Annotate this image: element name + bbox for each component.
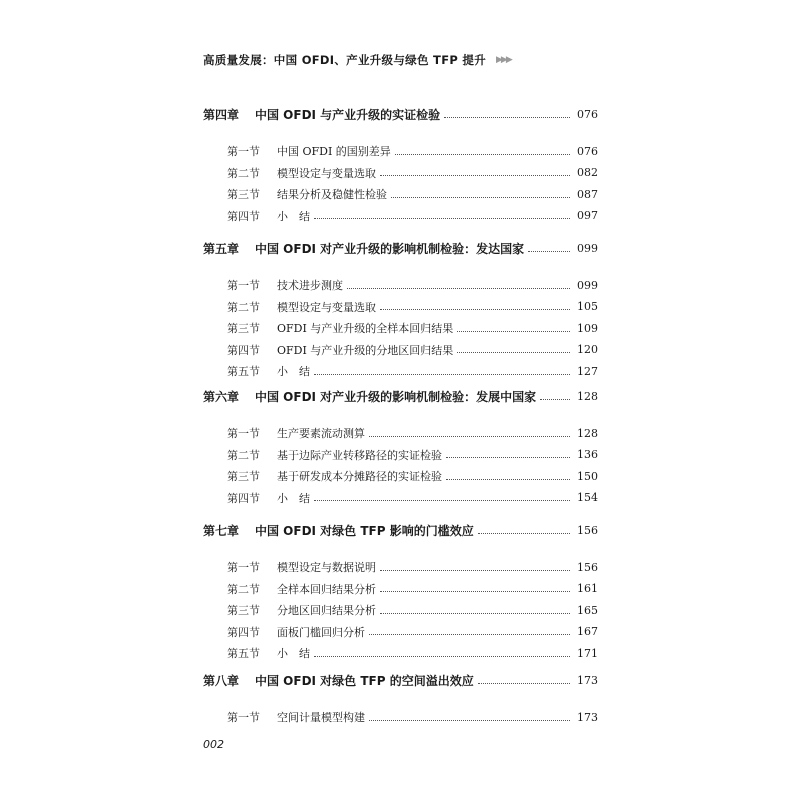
toc-entry-number: 第四节 xyxy=(227,343,260,357)
toc-entry-label xyxy=(203,388,536,405)
toc-entry-number: 第五节 xyxy=(227,647,260,660)
toc-entry-title: 小 结 xyxy=(277,491,310,505)
toc-chapter-row[interactable] xyxy=(203,104,598,124)
toc-entry-page: 171 xyxy=(577,646,598,660)
toc-leader-dots xyxy=(314,374,570,375)
toc-entry-page: 156 xyxy=(577,523,598,537)
toc-entry-number: 第五节 xyxy=(227,365,260,378)
toc-entry-page: 173 xyxy=(577,673,598,687)
toc-section-row[interactable] xyxy=(227,622,598,642)
toc-leader-dots xyxy=(347,288,570,289)
toc-entry-page: 127 xyxy=(577,364,598,378)
toc-entry-label xyxy=(227,468,442,484)
toc-leader-dots xyxy=(391,197,570,198)
toc-entry-number: 第二节 xyxy=(227,448,260,462)
toc-entry-page: 165 xyxy=(577,603,598,617)
toc-entry-title: 基于边际产业转移路径的实证检验 xyxy=(277,448,442,462)
toc-leader-dots xyxy=(446,479,570,480)
toc-entry-title: 模型设定与变量选取 xyxy=(277,300,376,314)
toc-entry-page: 099 xyxy=(577,241,598,255)
toc-leader-dots xyxy=(380,309,570,310)
running-header-title: 高质量发展：中国 OFDI、产业升级与绿色 TFP 提升 xyxy=(203,53,486,67)
toc-chapter-row[interactable] xyxy=(203,520,598,540)
toc-entry-number: 第三节 xyxy=(227,604,260,617)
page-number: 002 xyxy=(203,738,224,751)
toc-entry-label xyxy=(227,581,376,597)
toc-entry-title: 生产要素流动测算 xyxy=(277,427,365,440)
toc-entry-page: 082 xyxy=(577,166,598,179)
toc-entry-label xyxy=(227,559,376,575)
toc-entry-label xyxy=(227,602,376,618)
toc-leader-dots xyxy=(369,634,570,635)
toc-entry-number: 第一节 xyxy=(227,427,260,440)
toc-entry-number: 第四节 xyxy=(227,625,260,639)
toc-leader-dots xyxy=(380,570,570,571)
toc-entry-title: 中国 OFDI 对绿色 TFP 的空间溢出效应 xyxy=(255,673,474,688)
toc-entry-page: 076 xyxy=(577,107,598,121)
toc-entry-page: 161 xyxy=(577,582,598,595)
toc-section-row[interactable] xyxy=(227,445,598,465)
toc-section-row[interactable] xyxy=(227,297,598,317)
toc-section-row[interactable] xyxy=(227,557,598,577)
toc-section-row[interactable] xyxy=(227,707,598,727)
toc-entry-title: 模型设定与数据说明 xyxy=(277,561,376,574)
toc-entry-page: 128 xyxy=(577,426,598,440)
toc-leader-dots xyxy=(314,500,570,501)
toc-entry-label xyxy=(227,320,453,336)
toc-entry-page: 120 xyxy=(577,343,598,356)
toc-entry-label xyxy=(203,240,524,257)
toc-entry-label xyxy=(227,186,387,202)
toc-entry-label xyxy=(227,363,310,379)
toc-section-row[interactable] xyxy=(227,488,598,508)
toc-entry-title: 技术进步测度 xyxy=(277,279,343,292)
toc-entry-label xyxy=(227,208,310,224)
toc-entry-number: 第五章 xyxy=(203,241,240,256)
running-header xyxy=(203,52,511,68)
toc-entry-page: 156 xyxy=(577,560,598,574)
toc-section-row[interactable] xyxy=(227,579,598,599)
toc-leader-dots xyxy=(540,399,570,400)
toc-leader-dots xyxy=(528,251,570,252)
toc-entry-title: OFDI 与产业升级的全样本回归结果 xyxy=(277,322,454,335)
toc-entry-number: 第七章 xyxy=(203,523,240,538)
toc-entry-label xyxy=(227,277,343,293)
toc-section-row[interactable] xyxy=(227,423,598,443)
toc-entry-label xyxy=(203,672,474,689)
toc-entry-number: 第一节 xyxy=(227,561,260,574)
toc-entry-label xyxy=(203,106,440,123)
toc-entry-title: 结果分析及稳健性检验 xyxy=(277,188,387,201)
toc-section-row[interactable] xyxy=(227,275,598,295)
toc-section-row[interactable] xyxy=(227,318,598,338)
toc-entry-label xyxy=(227,490,310,506)
toc-entry-label xyxy=(227,165,376,181)
toc-entry-page: 128 xyxy=(577,389,598,403)
toc-entry-page: 097 xyxy=(577,209,598,222)
toc-chapter-row[interactable] xyxy=(203,670,598,690)
toc-section-row[interactable] xyxy=(227,600,598,620)
toc-leader-dots xyxy=(457,331,570,332)
toc-entry-number: 第二节 xyxy=(227,166,260,180)
toc-leader-dots xyxy=(446,457,570,458)
toc-leader-dots xyxy=(444,117,570,118)
toc-entry-page: 136 xyxy=(577,448,598,461)
toc-entry-number: 第一节 xyxy=(227,711,260,724)
toc-entry-number: 第二节 xyxy=(227,582,260,596)
toc-entry-number: 第四节 xyxy=(227,209,260,223)
toc-entry-number: 第四章 xyxy=(203,107,240,122)
toc-entry-page: 173 xyxy=(577,710,598,724)
toc-entry-number: 第八章 xyxy=(203,673,240,688)
toc-entry-title: 小 结 xyxy=(277,647,310,660)
toc-leader-dots xyxy=(395,154,570,155)
toc-leader-dots xyxy=(380,175,570,176)
toc-leader-dots xyxy=(380,613,570,614)
toc-leader-dots xyxy=(369,720,570,721)
arrow-decoration-icon: ▶▶▶ xyxy=(496,55,511,65)
toc-section-row[interactable] xyxy=(227,340,598,360)
toc-entry-label xyxy=(227,425,365,441)
toc-entry-page: 154 xyxy=(577,491,598,504)
toc-leader-dots xyxy=(478,533,570,534)
toc-entry-number: 第三节 xyxy=(227,470,260,483)
toc-chapter-row[interactable] xyxy=(203,238,598,258)
toc-leader-dots xyxy=(314,656,570,657)
toc-leader-dots xyxy=(457,352,570,353)
toc-leader-dots xyxy=(380,591,570,592)
toc-entry-label xyxy=(227,624,365,640)
toc-entry-number: 第六章 xyxy=(203,389,240,404)
toc-entry-label xyxy=(227,709,365,725)
toc-section-row[interactable] xyxy=(227,361,598,381)
toc-section-row[interactable] xyxy=(227,141,598,161)
toc-entry-label xyxy=(227,299,376,315)
toc-entry-title: 小 结 xyxy=(277,209,310,223)
toc-entry-title: 中国 OFDI 对产业升级的影响机制检验：发展中国家 xyxy=(255,389,537,404)
toc-entry-number: 第三节 xyxy=(227,188,260,201)
toc-section-row[interactable] xyxy=(227,163,598,183)
toc-section-row[interactable] xyxy=(227,466,598,486)
toc-entry-page: 087 xyxy=(577,187,598,201)
toc-entry-title: 模型设定与变量选取 xyxy=(277,166,376,180)
toc-entry-number: 第四节 xyxy=(227,491,260,505)
toc-leader-dots xyxy=(369,436,570,437)
toc-entry-number: 第三节 xyxy=(227,322,260,335)
toc-entry-page: 109 xyxy=(577,321,598,335)
toc-leader-dots xyxy=(314,218,570,219)
toc-entry-title: 基于研发成本分摊路径的实证检验 xyxy=(277,470,442,483)
toc-entry-label xyxy=(227,143,391,159)
toc-entry-page: 150 xyxy=(577,469,598,483)
toc-entry-title: OFDI 与产业升级的分地区回归结果 xyxy=(277,343,454,357)
toc-entry-title: 中国 OFDI 与产业升级的实证检验 xyxy=(255,107,441,122)
toc-entry-label xyxy=(203,522,474,539)
toc-entry-label xyxy=(227,342,453,358)
toc-entry-title: 中国 OFDI 的国别差异 xyxy=(277,145,391,158)
toc-entry-number: 第一节 xyxy=(227,279,260,292)
toc-leader-dots xyxy=(478,683,570,684)
toc-entry-page: 167 xyxy=(577,625,598,638)
toc-section-row[interactable] xyxy=(227,206,598,226)
toc-chapter-row[interactable] xyxy=(203,386,598,406)
toc-entry-title: 分地区回归结果分析 xyxy=(277,604,376,617)
toc-section-row[interactable] xyxy=(227,184,598,204)
toc-entry-title: 中国 OFDI 对绿色 TFP 影响的门槛效应 xyxy=(255,523,474,538)
toc-entry-title: 面板门槛回归分析 xyxy=(277,625,365,639)
toc-entry-title: 小 结 xyxy=(277,365,310,378)
toc-entry-page: 099 xyxy=(577,278,598,292)
toc-section-row[interactable] xyxy=(227,643,598,663)
toc-entry-label xyxy=(227,645,310,661)
toc-entry-number: 第二节 xyxy=(227,300,260,314)
toc-entry-title: 全样本回归结果分析 xyxy=(277,582,376,596)
toc-entry-page: 105 xyxy=(577,300,598,313)
toc-entry-label xyxy=(227,447,442,463)
toc-entry-page: 076 xyxy=(577,144,598,158)
toc-entry-number: 第一节 xyxy=(227,145,260,158)
toc-entry-title: 中国 OFDI 对产业升级的影响机制检验：发达国家 xyxy=(255,241,525,256)
toc-entry-title: 空间计量模型构建 xyxy=(277,711,365,724)
